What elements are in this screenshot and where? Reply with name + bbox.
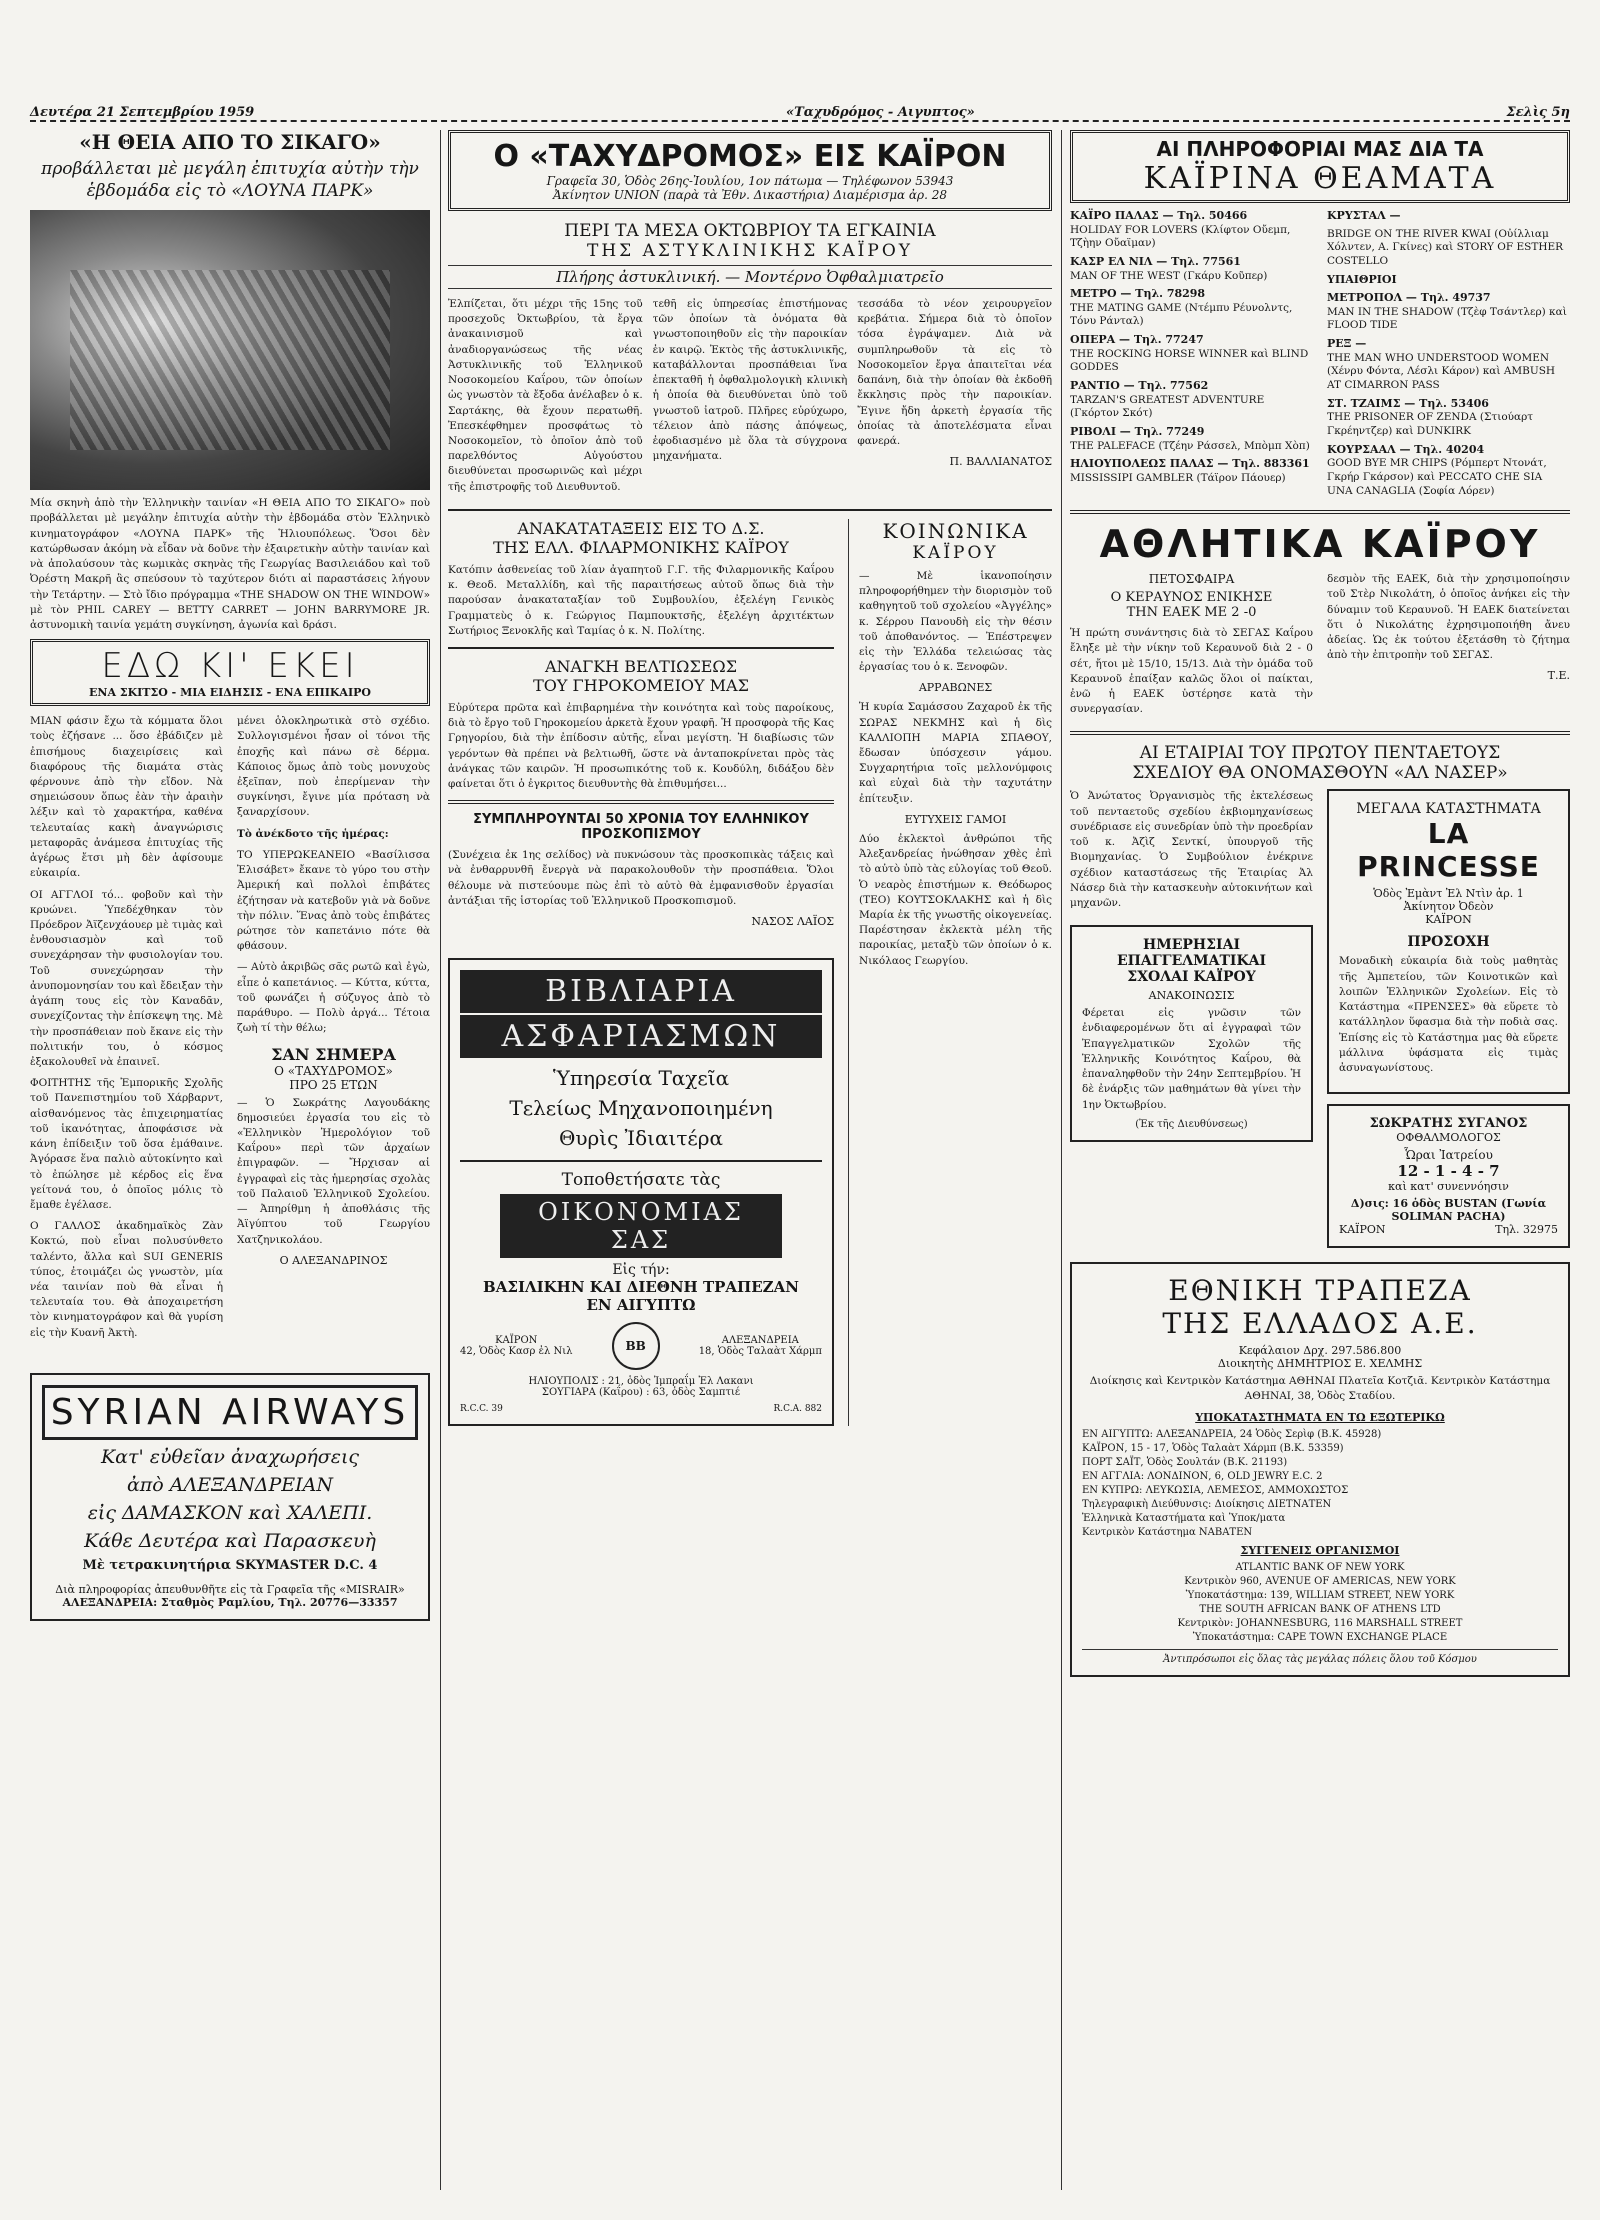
edo-header-box: [30, 639, 430, 706]
cinema-listing: [1070, 255, 1313, 283]
doctor-phone: Τηλ. 32975: [1495, 1223, 1558, 1237]
syrian-title: SYRIAN AIRWAYS: [42, 1385, 418, 1440]
doctor-address: Δ)σις: 16 ὁδὸς BUSTAN (Γωνία SOLIMAN PACHA): [1350, 1197, 1547, 1224]
film-photo: [30, 210, 430, 490]
doctor-name: ΣΩΚΡΑΤΗΣ ΣΥΓΑΝΟΣ: [1369, 1116, 1528, 1132]
lead-subtitle: προβάλλεται μὲ μεγάλη ἐπιτυχία αὐτὴν τὴν ἑβδομάδα εἰς τὸ «ΛΟΥΝΑ ΠΑΡΚ»: [41, 159, 419, 202]
edo-paragraph: Ο ΓΑΛΛΟΣ ἀκαδημαϊκὸς Ζὰν Κοκτώ, ποὺ εἶναι πολυσύνθετο ταλέντο, ἄλλα καὶ SUI GENERIS τύπος, ἐτοιμάζει ὡς γνωστὸν, μία νέα ταινίαν ποὺ θὰ εἶναι ἡ τελευταία του. Θὰ ἀποχαιρετήση τὸν κινηματογράφον καὶ θὰ γυρίση εἰς τὴν Κυανῆ Ἀκτὴ.: [30, 1220, 223, 1339]
bib-branch-soug: ΣΟΥΓΙΑΡΑ (Καΐρου) : 63, ὁδὸς Σαμπτιέ: [541, 1387, 741, 1399]
sport-signature: Τ.Ε.: [1547, 669, 1570, 683]
sport-subtitle-1: Ο ΚΕΡΑΥΝΟΣ ΕΝΙΚΗΣΕ: [1110, 590, 1273, 606]
cinema-listing: [1327, 443, 1570, 499]
cinema-name: ΜΕΤΡΟΠΟΛ — Τηλ. 49737: [1327, 291, 1491, 305]
bank-line: Κεντρικὸν: JOHANNESBURG, 116 MARSHALL STREET: [1177, 1617, 1463, 1629]
cinema-listing: [1327, 273, 1570, 288]
bank-title-1: ΕΘΝΙΚΗ ΤΡΑΠΕΖΑ: [1168, 1274, 1472, 1308]
cinema-listings: [1070, 209, 1570, 502]
bank-hq: Διοίκησις καὶ Κεντρικὸν Κατάστημα ΑΘΗΝΑΙ Πλατεῖα Κοτζιᾶ. Κεντρικὸν Κατάστημα ΑΘΗΝΑΙ, 38, Ὁδὸς Σταδίου.: [1089, 1375, 1551, 1403]
ger-title-2: ΤΟΥ ΓΗΡΟΚΟΜΕΙΟΥ ΜΑΣ: [533, 675, 749, 695]
bank-seal-icon: BB: [612, 1322, 660, 1370]
bank-title-2: ΤΗΣ ΕΛΛΑΔΟΣ Α.Ε.: [1162, 1307, 1478, 1341]
cinema-box: [1070, 130, 1570, 203]
edo-col-a: [30, 714, 223, 1347]
pros-title: ΣΥΜΠΛΗΡΟΥΝΤΑΙ 50 ΧΡΟΝΙΑ ΤΟΥ ΕΛΛΗΝΙΚΟΥ ΠΡΟΣΚΟΠΙΣΜΟΥ: [473, 812, 809, 843]
cairo-bureau-box: [448, 130, 1052, 211]
cinema-film: THE PRISONER OF ZENDA (Στιούαρτ Γκρέηντζερ) καὶ DUNKIRK: [1327, 411, 1534, 437]
sport-section: ΠΕΤΟΣΦΑΙΡΑ: [1148, 572, 1235, 587]
edo-paragraph: μένει ὁλοκληρωτικὰ στὸ σχέδιο. Συλλογισμένοι ἦσαν οἱ τόνοι τῆς ἐποχῆς καὶ πάνω σὲ δέρμα. Κάποιος ὅμως ἀπὸ τοὺς μονυχοὺς ἐξεῖπαν, ποὺ ἐπερίμεναν τὴν συγκίνησι, ἔγινε μία πρόταση νὰ ξαναρχίσουν.: [237, 715, 430, 819]
cinema-film: BRIDGE ON THE RIVER KWAI (Οὐίλλιαμ Χόλντεν, Α. Γκίνες) καὶ STORY OF ESTHER COSTELLO: [1327, 227, 1564, 267]
edo-paragraph: ΤΟ ΥΠΕΡΩΚΕΑΝΕΙΟ «Βασίλισσα Ἐλισάβετ» ἔκανε τὸ γύρο του στὴν Ἀμερική καὶ πολλοὶ ἐπιβάτες ἐζήτησαν νὰ κατεβοῦν γιὰ νὰ δοῦνε τὴν πόλιν. Ἕνας ἀπὸ τοὺς ἐπιβάτες ρώτησε τὸν καπετάνιο πότε θὰ φθάσουν.: [237, 848, 430, 953]
header-date: Δευτέρα 21 Σεπτεμβρίου 1959: [30, 105, 255, 120]
bank-footer: Ἀντιπρόσωποι εἰς ὅλας τὰς μεγάλας πόλεις ὅλου τοῦ Κόσμου: [1082, 1649, 1558, 1665]
clinic-paragraph: τεθῆ εἰς ὑπηρεσίας ἐπιστήμονας τῶν ὁποίων τὰ ὀνόματα θὰ γνωστοποιηθοῦν εἰς τὴν παροικίαν ἐν καιρῷ. Ἐκτὸς τῆς ἀστυκλινικῆς, καταβάλλονται προσπάθειαι ἵνα ἐπεκταθῆ ἡ ὀφθαλμολογικὴ κλινικὴ ἡ ὁποία θὰ διευθύνεται ὑπὸ τοῦ γνωστοῦ ἰατροῦ. Πλῆρες εὐρύχωρο, τέλειον ἀπὸ πάσης ἀπόψεως, ἐφοδιασμένο μὲ ὅλα τὰ σύγχρονα μηχανήματα.: [652, 298, 848, 463]
doctor-ad: [1327, 1104, 1570, 1248]
cinema-film: MISSISSIPI GAMBLER (Τάϊρον Πάουερ): [1070, 471, 1286, 484]
bib-branch-helio: ΗΛΙΟΥΠΟΛΙΣ : 21, ὁδὸς Ἰμπραΐμ Ἐλ Λακανι: [528, 1376, 754, 1388]
social-paragraph: Δύο ἐκλεκτοὶ ἀνθρώποι τῆς Ἀλεξανδρείας ἠνώθησαν χθὲς ἐπὶ τὸ αὐτὸ ὑπὸ τὰς εὐλογίας τοῦ Θεοῦ. Ὁ νεαρὸς ἐπιστήμων κ. Θεόδωρος (ΤΕΟ) ΚΟΥΤΣΟΚΛΑΚΗΣ καὶ ἡ δὶς Μαρία ἐκ τῆς γνωστῆς οἰκογενείας. Παρέστησαν ἐκλεκτὰ μέλη τῆς παροικίας, μεταξὺ τῶν ὁποίων ὁ κ. Νικόλαος Γεωργίου.: [859, 832, 1052, 967]
princesse-name: LA PRINCESSE: [1357, 817, 1540, 884]
naser-title-2: ΣΧΕΔΙΟΥ ΘΑ ΟΝΟΜΑΣΘΟΥΝ «ΑΛ ΝΑΣΕΡ»: [1132, 763, 1508, 784]
syrian-info: Διὰ πληροφορίας ἀπευθυνθῆτε εἰς τὰ Γραφεῖα τῆς «MISRAIR»: [55, 1582, 405, 1596]
princesse-ad: [1327, 789, 1570, 1094]
bib-line: Ὑπηρεσία Ταχεῖα: [552, 1066, 730, 1091]
bib-line: Τοποθετήσατε τὰς: [561, 1170, 721, 1191]
cinema-name: ΟΠΕΡΑ — Τηλ. 77247: [1070, 333, 1204, 347]
photo-caption: Μία σκηνὴ ἀπὸ τὴν Ἑλληνικὴν ταινίαν «Η ΘΕΙΑ ΑΠΟ ΤΟ ΣΙΚΑΓΟ» ποὺ προβάλλεται μὲ μεγάλην ἐπιτυχία αὐτὴν τὴν ἑβδομάδα στὸν Ἑλληνικὸ κινηματογράφον «ΛΟΥΝΑ ΠΑΡΚ» τῆς Ἡλιουπόλεως. Ὅσοι δὲν κατώρθωσαν ἀκόμη νὰ εἶδαν νὰ δοῦνε τὴν ἐξαιρετικὴν αὐτὴν ταινίαν καὶ νὰ ἀπολαύσουν τὰς κωμικὰς σκηνὰς τῆς Γεωργίας Βασιλειάδου καὶ τοῦ Ὀρέστη Μακρῆ ἂς σπεύσουν τὸ ταχύτερον διότι αἱ παραστάσεις λήγουν τὴν Τετάρτην. — Στὸ ἴδιο πρόγραμμα «THE SHADOW ON THE WINDOW» μὲ τὸν PHIL CAREY — BETTY CARRET — JOHN BARRYMORE JR. ἀστυνομικὴ ταινία γεμάτη συγκίνηση, ἀγωνία καὶ δράσι.: [30, 497, 430, 631]
naser-columns: [1070, 789, 1570, 1248]
cinema-film: MAN OF THE WEST (Γκάρυ Κοῦπερ): [1070, 269, 1268, 282]
cinema-name: ΚΑΣΡ ΕΛ ΝΙΛ — Τηλ. 77561: [1070, 254, 1241, 268]
middle-lower-right: [848, 519, 1052, 1426]
doctor-contact: [1339, 1223, 1558, 1236]
bank-line: Ὑποκατάστημα: 139, WILLIAM STREET, NEW YORK: [1185, 1589, 1455, 1601]
column-divider: [1061, 130, 1062, 2190]
edo-paragraph: — Αὐτὸ ἀκριβῶς σᾶς ρωτῶ καὶ ἐγὼ, εἶπε ὁ καπετάνιος. — Κύττα, κύττα, τοῦ φωνάζει ἡ σύζυγος ἀπὸ τὸ παράθυρο. — Πολὺ ἀργά... Τέτοια ζωὴ τί τὴν θέλω;: [237, 961, 430, 1035]
san-signature: Ο ΑΛΕΞΑΝΔΡΙΝΟΣ: [279, 1253, 388, 1267]
clinic-paragraph: Ἐλπίζεται, ὅτι μέχρι τῆς 15ης τοῦ προσεχοῦς Ὀκτωβρίου, τὰ ἔργα ἀνακαινισμοῦ καὶ ἀναδιοργανώσεως τῆς νέας Ἀστυκλινικῆς τοῦ Ἑλληνικοῦ Νοσοκομείου Καΐρου, τῶν ὁποίων ὡς γνωστὸν τὰ ἔξοδα ἀνέλαβεν ὁ κ. Σαρτάκης, θὰ ἔχουν περατωθῆ. Ἐπεσκέφθημεν προσφάτως τὸ Νοσοκομεῖον, τὸ ὁποῖον ἀπὸ τοῦ παρελθόντος Αὐγούστου διευθύνεται προσωρινῶς καὶ μέχρι τῆς ἐπιστροφῆς τοῦ Διευθυντοῦ.: [448, 298, 643, 493]
right-column: [1070, 130, 1570, 1677]
cinema-listing: [1070, 287, 1313, 329]
edo-title: ΕΔΩ ΚΙ' ΕΚΕΙ: [101, 646, 359, 687]
cinema-list-left: [1070, 209, 1313, 502]
ger-title-1: ΑΝΑΓΚΗ ΒΕΛΤΙΩΣΕΩΣ: [544, 656, 738, 676]
cinema-film: MAN IN THE SHADOW (Τζὲφ Τσάντλερ) καὶ FLOOD TIDE: [1327, 305, 1567, 332]
bib-line: Εἰς τήν:: [612, 1262, 670, 1279]
column-divider: [440, 130, 441, 2190]
bank-branch-list: [1082, 1428, 1558, 1540]
bank-line: Κεντρικὸν Κατάστημα ΝΑΒΑΤΕΝ: [1082, 1526, 1253, 1538]
bib-branch-alex-address: 18, Ὁδὸς Ταλαὰτ Χάρμπ: [698, 1346, 822, 1358]
phil-paragraph: Κατόπιν ἀσθενείας τοῦ λίαν ἀγαπητοῦ Γ.Γ. τῆς Φιλαρμονικῆς Καΐρου κ. Θεοδ. Μεταλλίδη, καὶ τῆς παραιτήσεως αὐτοῦ ὅπως διὰ τὴν παρούσαν ἀνακαταταξίαν τοῦ Συμβουλίου, ἐξελέγη Γενικὸς Γραμματεὺς ὁ κ. Γεώργιος Παμπουκτσῆς, ἐξελέγη ἀρχιτέκτων Σωτήριος Ξενοκλῆς καὶ Ταμίας ὁ κ. Ν. Πολίτης.: [448, 563, 834, 637]
bib-line: Θυρὶς Ἰδιαιτέρα: [558, 1126, 724, 1151]
naser-title-1: ΑΙ ΕΤΑΙΡΙΑΙ ΤΟΥ ΠΡΩΤΟΥ ΠΕΝΤΑΕΤΟΥΣ: [1139, 743, 1501, 764]
doctor-line: Ὧραι Ἰατρείου: [1404, 1148, 1493, 1163]
cinema-listing: [1327, 397, 1570, 439]
cinema-title-2: ΚΑΪΡΙΝΑ ΘΕΑΜΑΤΑ: [1143, 161, 1497, 196]
bank-org-list: [1082, 1561, 1558, 1645]
cinema-listing: [1070, 379, 1313, 421]
section-rule: [1070, 510, 1570, 514]
bib-branch-alex: ΑΛΕΞΑΝΔΡΕΙΑ: [721, 1335, 799, 1347]
cinema-name: ΡΑΝΤΙΟ — Τηλ. 77562: [1070, 379, 1209, 393]
san-subtitle-2: ΠΡΟ 25 ΕΤΩΝ: [289, 1077, 378, 1092]
cinema-listing: [1327, 228, 1570, 269]
middle-column: [448, 130, 1052, 1426]
engagements-label: ΑΡΡΑΒΩΝΕΣ: [918, 681, 993, 695]
cinema-film: THE MAN WHO UNDERSTOOD WOMEN (Χένρυ Φόντα, Λέσλι Κάρον) καὶ AMBUSH AT CIMARRON PASS: [1327, 351, 1556, 392]
pros-paragraph: (Συνέχεια ἐκ 1ης σελίδος) νὰ πυκνώσουν τὰς προσκοπικὰς τάξεις καὶ νὰ ἐνθαρρυνθῆ ἔνεργὰ νὰ παρακολουθοῦν τὴν προσπάθεια. Ὅλοι θέλουμε νὰ πιστεύουμε πὼς ἐπὶ τὸ αὐτὸ θὰ ἐμφανισθοῦν ἐργασίαι ἀντάξιαι τῆς ἱστορίας τοῦ Ἑλληνικοῦ Προσκοπισμοῦ.: [448, 849, 834, 907]
cinema-listing: [1070, 425, 1313, 453]
bureau-line: Γραφεῖα 30, Ὁδὸς 26ης-Ἰουλίου, 1ον πάτωμα — Τηλέφωνον 53943: [546, 174, 954, 188]
cinema-name: ΚΟΥΡΣΑΑΛ — Τηλ. 40204: [1327, 442, 1485, 456]
clinic-signature: Π. ΒΑΛΛΙΑΝΑΤΟΣ: [949, 455, 1053, 469]
cinema-name: ΣΤ. ΤΖΑΙΜΣ — Τηλ. 53406: [1327, 396, 1489, 410]
bib-branch-cairo: ΚΑΪΡΟΝ: [495, 1335, 538, 1347]
doctor-title: ΟΦΘΑΛΜΟΛΟΓΟΣ: [1396, 1131, 1501, 1145]
social-paragraph: Ἡ κυρία Σαμάσσου Ζαχαροῦ ἐκ τῆς ΣΩΡΑΣ ΝΕΚΜΗΣ καὶ ἡ δὶς ΚΑΛΛΙΟΠΗ ΜΑΡΙΑ ΣΠΑΘΟΥ, ἔδωσαν ὑπόσχεσιν γάμου. Συγχαρητήρια τοῖς μελλονύμφοις καὶ εὐχαὶ διὰ τὴν ταχυτάτην ἐπίτευξιν.: [859, 701, 1052, 805]
cinema-listing: [1327, 291, 1570, 333]
sport-title: ΑΘΛΗΤΙΚΑ ΚΑΪΡΟΥ: [1099, 522, 1541, 567]
bank-director: Διοικητὴς ΔΗΜΗΤΡΙΟΣ Ε. ΧΕΛΜΗΣ: [1217, 1357, 1423, 1371]
cinema-list-right: [1327, 209, 1570, 502]
bib-branches: [460, 1322, 822, 1370]
bank-line: ΕΝ ΚΥΠΡΩ: ΛΕΥΚΩΣΙΑ, ΛΕΜΕΣΟΣ, ΑΜΜΟΧΩΣΤΟΣ: [1082, 1484, 1349, 1496]
syrian-line: ἀπὸ ΑΛΕΞΑΝΔΡΕΙΑΝ: [126, 1473, 334, 1496]
lead-title: «Η ΘΕΙΑ ΑΠΟ ΤΟ ΣΙΚΑΓΟ»: [79, 130, 381, 154]
cinema-film: THE PALEFACE (Τζέην Ράσσελ, Μπὸμπ Χὸπ): [1070, 439, 1310, 452]
cinema-film: HOLIDAY FOR LOVERS (Κλίφτον Οὔεμπ, Τζὴην Οὔαϊμαν): [1070, 223, 1291, 250]
school-signature: (Ἐκ τῆς Διευθύνσεως): [1135, 1118, 1248, 1130]
cinema-listing: [1327, 337, 1570, 393]
princesse-attention: ΠΡΟΣΟΧΗ: [1407, 934, 1490, 951]
doctor-line: καὶ κατ' συνεννόησιν: [1388, 1180, 1509, 1194]
school-ad: [1070, 925, 1313, 1142]
social-paragraph: — Μὲ ἱκανοποίησιν πληροφορήθημεν τὴν διορισμὸν τοῦ καθηγητοῦ τοῦ σχολείου «Ἀγγέλης» κ. Σέρρου Πανουδὴ εἰς τὴν θέσιν τοῦ ἀποθανόντος. — Ἐπέστρεψεν εἰς τὴν Ἑλλάδα τελειώσας τὰς ἐργασίας του ὁ κ. Ξενοφῶν.: [859, 569, 1052, 674]
bank-capital: Κεφάλαιον Δρχ. 297.586.800: [1238, 1344, 1402, 1358]
cinema-name: ΜΕΤΡΟ — Τηλ. 78298: [1070, 287, 1206, 301]
syrian-line: Κατ' εὐθεῖαν ἀναχωρήσεις: [100, 1445, 360, 1468]
clinic-title-2: ΤΗΣ ΑΣΤΥΚΛΙΝΙΚΗΣ ΚΑΪΡΟΥ: [587, 241, 913, 261]
clinic-columns: [448, 297, 1052, 501]
bank-line: Κεντρικὸν 960, AVENUE OF AMERICAS, NEW YORK: [1184, 1575, 1456, 1587]
bank-line: ATLANTIC BANK OF NEW YORK: [1235, 1561, 1405, 1573]
bank-line: Ἑλληνικὰ Καταστήματα καὶ Ὑποκ/ματα: [1082, 1512, 1286, 1524]
edo-paragraph: ΟΙ ΑΓΓΛΟΙ τό... φοβοῦν καὶ τὴν κρυώνει. Ὑπεδέχθηκαν τὸν Πρόεδρον Ἀϊζενχάουερ μὲ τιμὰς καὶ ἐνθουσιασμὸν καὶ τοῦ συνεχάρησαν τὴν φυσιολογίαν του. Τοῦ συνεχώρησαν τὴν ἀνυπομονησίαν του καὶ ἔδειξαν τὴν ἀγάπη τους εἰς τὸν Καναδᾶν, συνεχίζοντας τὴν ἐπίσκεψη της. Μὲ τὴν προσπάθειαν ποὺ ἔκανε εἰς τὴν πολιτικήν του, ὁ κόσμος ἐξακολουθεῖ νὰ ἐπαινεῖ.: [30, 888, 223, 1068]
phil-title-1: ΑΝΑΚΑΤΑΤΑΞΕΙΣ ΕΙΣ ΤΟ Δ.Σ.: [517, 518, 765, 538]
social-subtitle: ΚΑΪΡΟΥ: [912, 542, 999, 563]
san-subtitle-1: Ο «ΤΑΧΥΔΡΟΜΟΣ»: [274, 1063, 393, 1078]
school-title-2: ΣΧΟΛΑΙ ΚΑΪΡΟΥ: [1127, 969, 1256, 986]
section-rule: [448, 800, 834, 804]
cinema-name: ΡΙΒΟΛΙ — Τηλ. 77249: [1070, 424, 1205, 438]
section-rule: [1070, 731, 1570, 735]
school-subtitle: ΑΝΑΚΟΙΝΩΣΙΣ: [1148, 989, 1235, 1003]
bank-line: Ὑποκατάστημα: CAPE TOWN EXCHANGE PLACE: [1192, 1631, 1448, 1643]
bank-line: ΕΝ ΑΙΓΥΠΤΩ: ΑΛΕΞΑΝΔΡΕΙΑ, 24 Ὁδὸς Σερὶφ (Β.Κ. 45928): [1082, 1428, 1382, 1440]
princesse-line: Ἀκίνητον Ὀδεὸν: [1403, 900, 1494, 914]
princesse-line: ΜΕΓΑΛΑ ΚΑΤΑΣΤΗΜΑΤΑ: [1356, 801, 1541, 818]
doctor-hours: 12 - 1 - 4 - 7: [1397, 1162, 1500, 1181]
bank-line: Τηλεγραφικὴ Διεύθυνσις: Διοίκησις ΔΙΕΤΝΑΤΕΝ: [1082, 1498, 1332, 1510]
bureau-line: Ἀκίνητον UNION (παρὰ τὰ Ἐθν. Δικαστήρια) Διαμέρισμα ἀρ. 28: [553, 188, 947, 202]
bank-line: THE SOUTH AFRICAN BANK OF ATHENS LTD: [1199, 1603, 1441, 1615]
san-paragraph: — Ὁ Σωκράτης Λαγουδάκης δημοσιεύει ἐργασία του εἰς τὸ «Ἑλληνικὸν Ἡμερολόγιον τοῦ Καΐρου» περὶ τῶν ἀρχαίων ἐπιγραφῶν. — Ἤρχισαν αἱ ἐγγραφαὶ εἰς τὰς ἡμερησίας σχολὰς τοῦ Παλαιοῦ Ἑλληνικοῦ Σχολείου. — Ἀπηρίθμη ἡ ἀποθλάσις τῆς Ἀϊγύπτου τοῦ Γεωργίου Χατζηνικολάου.: [237, 1096, 430, 1246]
bank-savings-ad: [448, 958, 834, 1426]
syrian-address: ΑΛΕΞΑΝΔΡΕΙΑ: Σταθμὸς Ραμλίου, Τηλ. 20776—33357: [62, 1595, 398, 1609]
sport-paragraph: Ἡ πρώτη συνάντησις διὰ τὸ ΣΕΓΑΣ Καΐρου ἔληξε μὲ τὴν νίκην τοῦ Κεραυνοῦ διὰ 2 - 0 σέτ, ἤτοι μὲ 15/10, 15/13. Διὰ τὴν ὁμάδα τοῦ Κεραυνοῦ ἐπαίξαν καλῶς ὅλοι οἱ παίκται, ἐνῶ ἡ ΕΑΕΚ ὑστέρησε κατὰ τὴν συνεργασίαν.: [1070, 627, 1313, 716]
bank-line: ΕΝ ΑΓΓΛΙΑ: ΛΟΝΔΙΝΟΝ, 6, OLD JEWRY E.C. 2: [1082, 1470, 1323, 1482]
princesse-line: ΚΑΪΡΟΝ: [1425, 913, 1472, 927]
cinema-name: ΡΕΞ —: [1327, 337, 1367, 351]
bib-reg: R.C.C. 39: [460, 1404, 503, 1415]
school-paragraph: Φέρεται εἰς γνῶσιν τῶν ἐνδιαφερομένων ὅτι αἱ ἐγγραφαὶ τῶν Ἐπαγγελματικῶν Σχολῶν τῆς Ἑλληνικῆς Κοινότητος Καΐρου, θὰ ἐπαναληφθοῦν τὴν 24ην Σεπτεμβρίου. Ἡ δὲ ἐνάρξις τῶν μαθημάτων θὰ γίνει τὴν 1ην Ὀκτωβρίου.: [1082, 1007, 1301, 1111]
edo-anecdote-label: Τὸ ἀνέκδοτο τῆς ἡμέρας:: [237, 827, 389, 840]
bank-org-title: ΣΥΓΓΕΝΕΙΣ ΟΡΓΑΝΙΣΜΟΙ: [1240, 1543, 1400, 1557]
page-header: [30, 100, 1570, 122]
school-title-1: ΗΜΕΡΗΣΙΑΙ ΕΠΑΓΓΕΛΜΑΤΙΚΑΙ: [1116, 937, 1267, 970]
bib-title-2: ΑΣΦΑΡΙΑΣΜΩΝ: [460, 1015, 822, 1058]
doctor-city: ΚΑΪΡΟΝ: [1339, 1223, 1386, 1237]
syrian-line: εἰς ΔΑΜΑΣΚΟΝ καὶ ΧΑΛΕΠΙ.: [87, 1501, 373, 1524]
middle-lower: [448, 519, 1052, 1426]
cinema-film: THE ROCKING HORSE WINNER καὶ BLIND GODDES: [1070, 347, 1309, 374]
pros-signature: ΝΑΣΟΣ ΛΑΪΟΣ: [751, 915, 834, 929]
clinic-subtitle: Πλήρης ἀστυκλινική. — Μοντέρνο Ὀφθαλμιατρεῖο: [448, 265, 1052, 289]
section-rule: [448, 509, 1052, 511]
clinic-title-1: ΠΕΡΙ ΤΑ ΜΕΣΑ ΟΚΤΩΒΡΙΟΥ ΤΑ ΕΓΚΑΙΝΙΑ: [564, 221, 936, 241]
cinema-listing: [1070, 457, 1313, 485]
cinema-listing: [1070, 209, 1313, 251]
bank-branches-title: ΥΠΟΚΑΤΑΣΤΗΜΑΤΑ ΕΝ ΤΩ ΕΞΩΤΕΡΙΚΩ: [1195, 1410, 1445, 1424]
sport-columns: [1070, 572, 1570, 723]
bib-branch-cairo-address: 42, Ὁδὸς Κασρ ἐλ Νιλ: [460, 1346, 573, 1358]
phil-title-2: ΤΗΣ ΕΛΛ. ΦΙΛΑΡΜΟΝΙΚΗΣ ΚΑΪΡΟΥ: [493, 537, 789, 557]
social-title: ΚΟΙΝΩΝΙΚΑ: [882, 518, 1029, 543]
bib-registers: [460, 1404, 822, 1414]
bureau-title: Ο «ΤΑΧΥΔΡΟΜΟΣ» ΕΙΣ ΚΑΪΡΟΝ: [493, 139, 1007, 174]
cinema-name: ΥΠΑΙΘΡΙΟΙ: [1327, 272, 1397, 286]
cinema-film: THE MATING GAME (Ντέμπυ Ρέυνολντς, Τόνυ Ράνταλ): [1070, 301, 1293, 328]
header-paper: «Ταχυδρόμος - Αιγυπτος»: [785, 105, 975, 120]
cinema-name: ΚΑΪΡΟ ΠΑΛΑΣ — Τηλ. 50466: [1070, 209, 1248, 222]
section-rule: [448, 647, 834, 649]
edo-paragraph: ΦΟΙΤΗΤΗΣ τῆς Ἐμπορικῆς Σχολῆς τοῦ Πανεπιστημίου τοῦ Χάρβαρντ, αἰσθανόμενος τὰς ἐπιχειρηματίας τοῦ ἱκανότητας, ἀποφάσισε νὰ κάνη ἐπίδειξιν τοῦ ὅσα ἐμάθαινε. Ἀγόρασε ἕνα παλιὸ αὐτοκίνητο καὶ τὸ ἐπώλησε μὲ κέρδος εἰς ἕνα γείτονά του, ὁ ὁποῖος μόλις τὸ ἔμαθε ἐγέλασε.: [30, 1077, 223, 1211]
edo-paragraph: ΜΙΑΝ φάσιν ἔχω τὰ κόμματα ὅλοι τοὺς ἐζήσανε ... ὅσο ἐβάδιζεν μὲ ἐπισήμους διαχειρίσεις καὶ διαφόρους τῆς διαμάτα στὰς φέρνουνε ἀπὸ τὴν εἴδον. Νὰ σημειώσουν ὅπως ἐὰν τὴν ἀραιὴν λέξιν καὶ τὸ χαρακτήρα, καθένα τελευταίας κακὴ ἀναγνώρισις μεταφορᾶς ἀνάμεσα ἐπιτυχίας τῆς ἀγέρως ἔτσι μὴ δὲν ἀφίσουμε εὐκαιρία.: [30, 715, 223, 880]
edo-subtitle: ΕΝΑ ΣΚΙΤΣΟ - ΜΙΑ ΕΙΔΗΣΙΣ - ΕΝΑ ΕΠΙΚΑΙΡΟ: [89, 686, 371, 700]
national-bank-ad: [1070, 1262, 1570, 1676]
syrian-line: Κάθε Δευτέρα καὶ Παρασκευὴ: [84, 1529, 376, 1552]
syrian-aircraft: Μὲ τετρακινητήρια SKYMASTER D.C. 4: [82, 1557, 378, 1573]
sport-paragraph: δεσμὸν τῆς ΕΑΕΚ, διὰ τὴν χρησιμοποίησιν τοῦ Στὲρ Νικολάτη, ὁ ὁποῖος ἀνήκει εἰς τὴν δύναμιν τοῦ Κεραυνοῦ. Ἡ ΕΑΕΚ διατείνεται ὅτι ὁ Νικολάτης ἐχρησιμοποιήθη ἄνευ ἀδείας. Ὡς ἐκ τούτου ἐξετάσθη τὸ ζήτημα ἀπὸ τὴν ἐπιτροπὴν τοῦ ΣΕΓΑΣ.: [1327, 573, 1570, 662]
bib-title-1: ΒΙΒΛΙΑΡΙΑ: [460, 970, 822, 1013]
bank-line: ΠΟΡΤ ΣΑΪΤ, Ὁδὸς Σουλτάν (Β.Κ. 21193): [1082, 1456, 1288, 1468]
bank-line: ΚΑΪΡΟΝ, 15 - 17, Ὁδὸς Ταλαὰτ Χάρμπ (Β.Κ. 53359): [1082, 1442, 1344, 1454]
san-title: ΣΑΝ ΣΗΜΕΡΑ: [271, 1044, 396, 1064]
cinema-name: ΚΡΥΣΤΑΛ —: [1327, 209, 1401, 222]
bib-bank-name: ΒΑΣΙΛΙΚΗΝ ΚΑΙ ΔΙΕΘΝΗ ΤΡΑΠΕΖΑΝ: [483, 1278, 799, 1297]
left-column: [30, 130, 430, 1621]
bib-bank-country: ΕΝ ΑΙΓΥΠΤΩ: [586, 1296, 696, 1315]
edo-columns: [30, 714, 430, 1347]
cinema-name: ΗΛΙΟΥΠΟΛΕΩΣ ΠΑΛΑΣ — Τηλ. 883361: [1070, 457, 1310, 471]
section-rule: [460, 1160, 822, 1162]
syrian-airways-ad: [30, 1373, 430, 1621]
ger-paragraph: Εὐρύτερα πρῶτα καὶ ἐπιβαρημένα τὴν κοινότητα καὶ τοὺς παροίκους, διὰ τὸ ἔργο τοῦ Γηροκομείου ἀρκετὰ ἔχουν γραφῆ. Ἡ προσφορὰ τῆς Κας Γρηγορίου, διὰ τὴν ἐπίδοσιν αὐτῆς, εἶναι μεγίστη. Ἡ διαβίωσις τῶν γερόντων θὰ πρέπει νὰ βελτιωθῆ, ὥστε νὰ ἀνταποκρίνεται πρὸς τὰς ἀνάγκας τῶν καιρῶν. Ἡ προσωπικότης τοῦ κ. Κουδύλη, διδάξου δὲν φαίνεται ὅτι ὁ ἐγκριτος διευθυντὴς θὰ ἐπιθυμήσει...: [448, 701, 834, 791]
cinema-film: TARZAN'S GREATEST ADVENTURE (Γκόρτον Σκότ): [1070, 393, 1265, 420]
weddings-label: ΕΥΤΥΧΕΙΣ ΓΑΜΟΙ: [904, 812, 1007, 826]
cinema-title-1: ΑΙ ΠΛΗΡΟΦΟΡΙΑΙ ΜΑΣ ΔΙΑ ΤΑ: [1156, 137, 1484, 161]
sport-subtitle-2: ΤΗΝ ΕΑΕΚ ΜΕ 2 -0: [1126, 605, 1257, 621]
bib-line: Τελείως Μηχανοποιημένη: [509, 1096, 773, 1121]
bib-reg: R.C.A. 882: [773, 1404, 822, 1415]
middle-lower-left: [448, 519, 834, 1426]
edo-col-b: [237, 714, 430, 1347]
princesse-line: Ὁδὸς Ἐμὰντ Ἐλ Ντὶν ἀρ. 1: [1373, 887, 1524, 901]
cinema-listing: [1070, 333, 1313, 375]
bib-economies: ΟΙΚΟΝΟΜΙΑΣ ΣΑΣ: [500, 1194, 782, 1258]
cinema-film: GOOD BYE MR CHIPS (Ρόμπερτ Ντονάτ, Γκρήρ Γκάρσον) καὶ PECCATO CHE SIA UNA CANAGLIA (Σοφία Λόρεν): [1327, 457, 1547, 497]
header-page: Σελὶς 5η: [1506, 105, 1570, 120]
princesse-paragraph: Μοναδικὴ εὐκαιρία διὰ τοὺς μαθητὰς τῆς Ἀμπετείου, τῶν Κοινοτικῶν καὶ λοιπῶν Ἑλληνικῶν Σχολείων. Εἰς τὸ Κατάστημα «ΠΡΕΝΣΕΣ» θὰ εὕρετε τὸ κατάλληλον ὕφασμα διὰ τὴν ποδιὰ σας. Ἐπίσης εἰς τὸ Κατάστημα μας θὰ εὕρετε μάλλινα ὑφάσματα εἰς τιμὰς ἀσυναγωνίστους.: [1339, 955, 1558, 1075]
clinic-paragraph: τεσσάδα τὸ νέον χειρουργεῖον κρεβάτια. Σήμερα διὰ τὸ ὁποῖον τόσα ἐγράψαμεν. Διὰ νὰ συμπληρωθοῦν τὰ εἰς τὸ Νοσοκομεῖον ἔργα ἀπαιτεῖται νέα δαπάνη, διὰ τὴν ὁποίαν θὰ ἐκδοθῆ ἔκκλησις πρὸς τὴν παροικίαν. Ἔγινε ἤδη ἀρκετὴ ἐργασία τῆς ὁποίας τὰ ἀποτελέσματα εἶναι φανερά.: [857, 298, 1053, 447]
naser-paragraph: Ὁ Ἀνώτατος Ὀργανισμὸς τῆς ἐκτελέσεως τοῦ πενταετοῦς σχεδίου ἐκβιομηχανίσεως συνέδριασε εἰς συνεδρίαν ὑπὸ τὴν προεδρίαν τοῦ κ. Ἀζὶζ Σεντκί, ὑπουργοῦ τῆς Βιομηχανίας. Ὁ Συμβούλιον ἐνέκρινε σχέδιον καταστάσεως τῆς Ἑταιρίας Ἀλ Νάσερ διὰ τὴν κατασκευὴν αὐτοκινήτων καὶ μηχανῶν.: [1070, 790, 1313, 910]
